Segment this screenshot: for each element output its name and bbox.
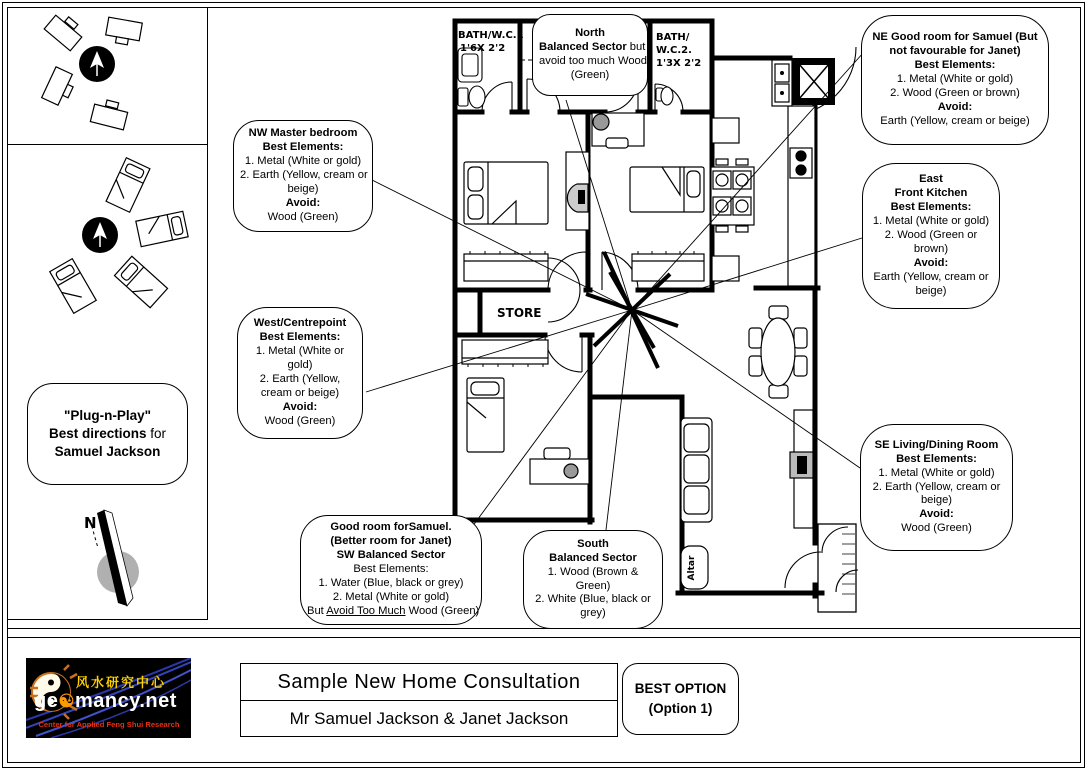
callout-west: West/Centrepoint Best Elements: 1. Metal (White or gold) 2. Earth (Yellow, cream or beige) Avoid: Wood (Green) — [237, 307, 363, 439]
sw-bedroom-furniture — [462, 340, 589, 484]
compass-icon — [79, 46, 115, 82]
ne-bedroom-furniture — [592, 113, 704, 281]
balcony — [818, 524, 856, 612]
best-option-badge — [622, 663, 739, 735]
logo-chinese-text: 风水研究中心 — [76, 676, 167, 691]
bed-layout-panel-2 — [50, 158, 188, 314]
store-label: STORE — [497, 306, 542, 320]
bath1-label-line2: 1'6X 2'2 — [460, 43, 506, 54]
compass-icon — [82, 217, 118, 253]
north-letter: N — [84, 514, 97, 532]
yin-yang-glyph-icon: ☯ — [58, 691, 75, 711]
title-block — [240, 663, 618, 737]
callout-northeast: NE Good room for Samuel (But not favourable for Janet) Best Elements: 1. Metal (White or gold) 2. Wood (Green or brown) Avoid: Earth (Yellow, cream or beige) — [861, 15, 1049, 145]
best-option-line1: BEST OPTION — [634, 680, 727, 696]
callout-northwest: NW Master bedroom Best Elements: 1. Metal (White or gold) 2. Earth (Yellow, cream or beige) Avoid: Wood (Green) — [233, 120, 373, 232]
living-dining-furniture — [681, 306, 813, 589]
best-option-line2: (Option 1) — [648, 701, 713, 716]
client-names: Mr Samuel Jackson & Janet Jackson — [289, 708, 569, 728]
callout-north: North Balanced Sector but avoid too much Wood (Green) — [532, 14, 648, 96]
furniture-layout-panel-1 — [42, 10, 143, 130]
logo-site-name: ge☯mancy.net — [34, 690, 177, 712]
bath2-label-line2: W.C.2. — [656, 45, 692, 56]
bath2-label-line3: 1'3X 2'2 — [656, 58, 702, 69]
altar-label: Altar — [687, 555, 697, 581]
consultation-title: Sample New Home Consultation — [241, 664, 617, 701]
geomancy-logo — [26, 658, 191, 738]
callout-east: East Front Kitchen Best Elements: 1. Metal (White or gold) 2. Wood (Green or brown) Avoid: Earth (Yellow, cream or beige) — [862, 163, 1000, 309]
bath1-label-line1: BATH/W.C.1 — [458, 30, 524, 41]
callout-southeast: SE Living/Dining Room Best Elements: 1. Metal (White or gold) 2. Earth (Yellow, cream or beige) Avoid: Wood (Green) — [860, 424, 1013, 551]
logo-tagline: Center for Applied Feng Shui Research — [38, 720, 180, 729]
callout-southwest: Good room forSamuel. (Better room for Janet) SW Balanced Sector Best Elements: 1. Water (Blue, black or grey) 2. Metal (White or gold) But Avoid Too Much Wood (Green) — [300, 515, 482, 625]
bath-1-fixtures — [458, 48, 485, 108]
master-bedroom-furniture — [464, 152, 589, 281]
north-arrow-icon — [84, 510, 139, 606]
service-shaft — [790, 58, 835, 105]
callout-south: South Balanced Sector 1. Wood (Brown & Green) 2. White (Blue, black or grey) — [523, 530, 663, 629]
plug-n-play-bubble: "Plug-n-Play" Best directions for Samuel Jackson — [27, 383, 188, 485]
bath2-label-line1: BATH/ — [656, 32, 690, 43]
bath-2-fixtures — [656, 87, 673, 105]
